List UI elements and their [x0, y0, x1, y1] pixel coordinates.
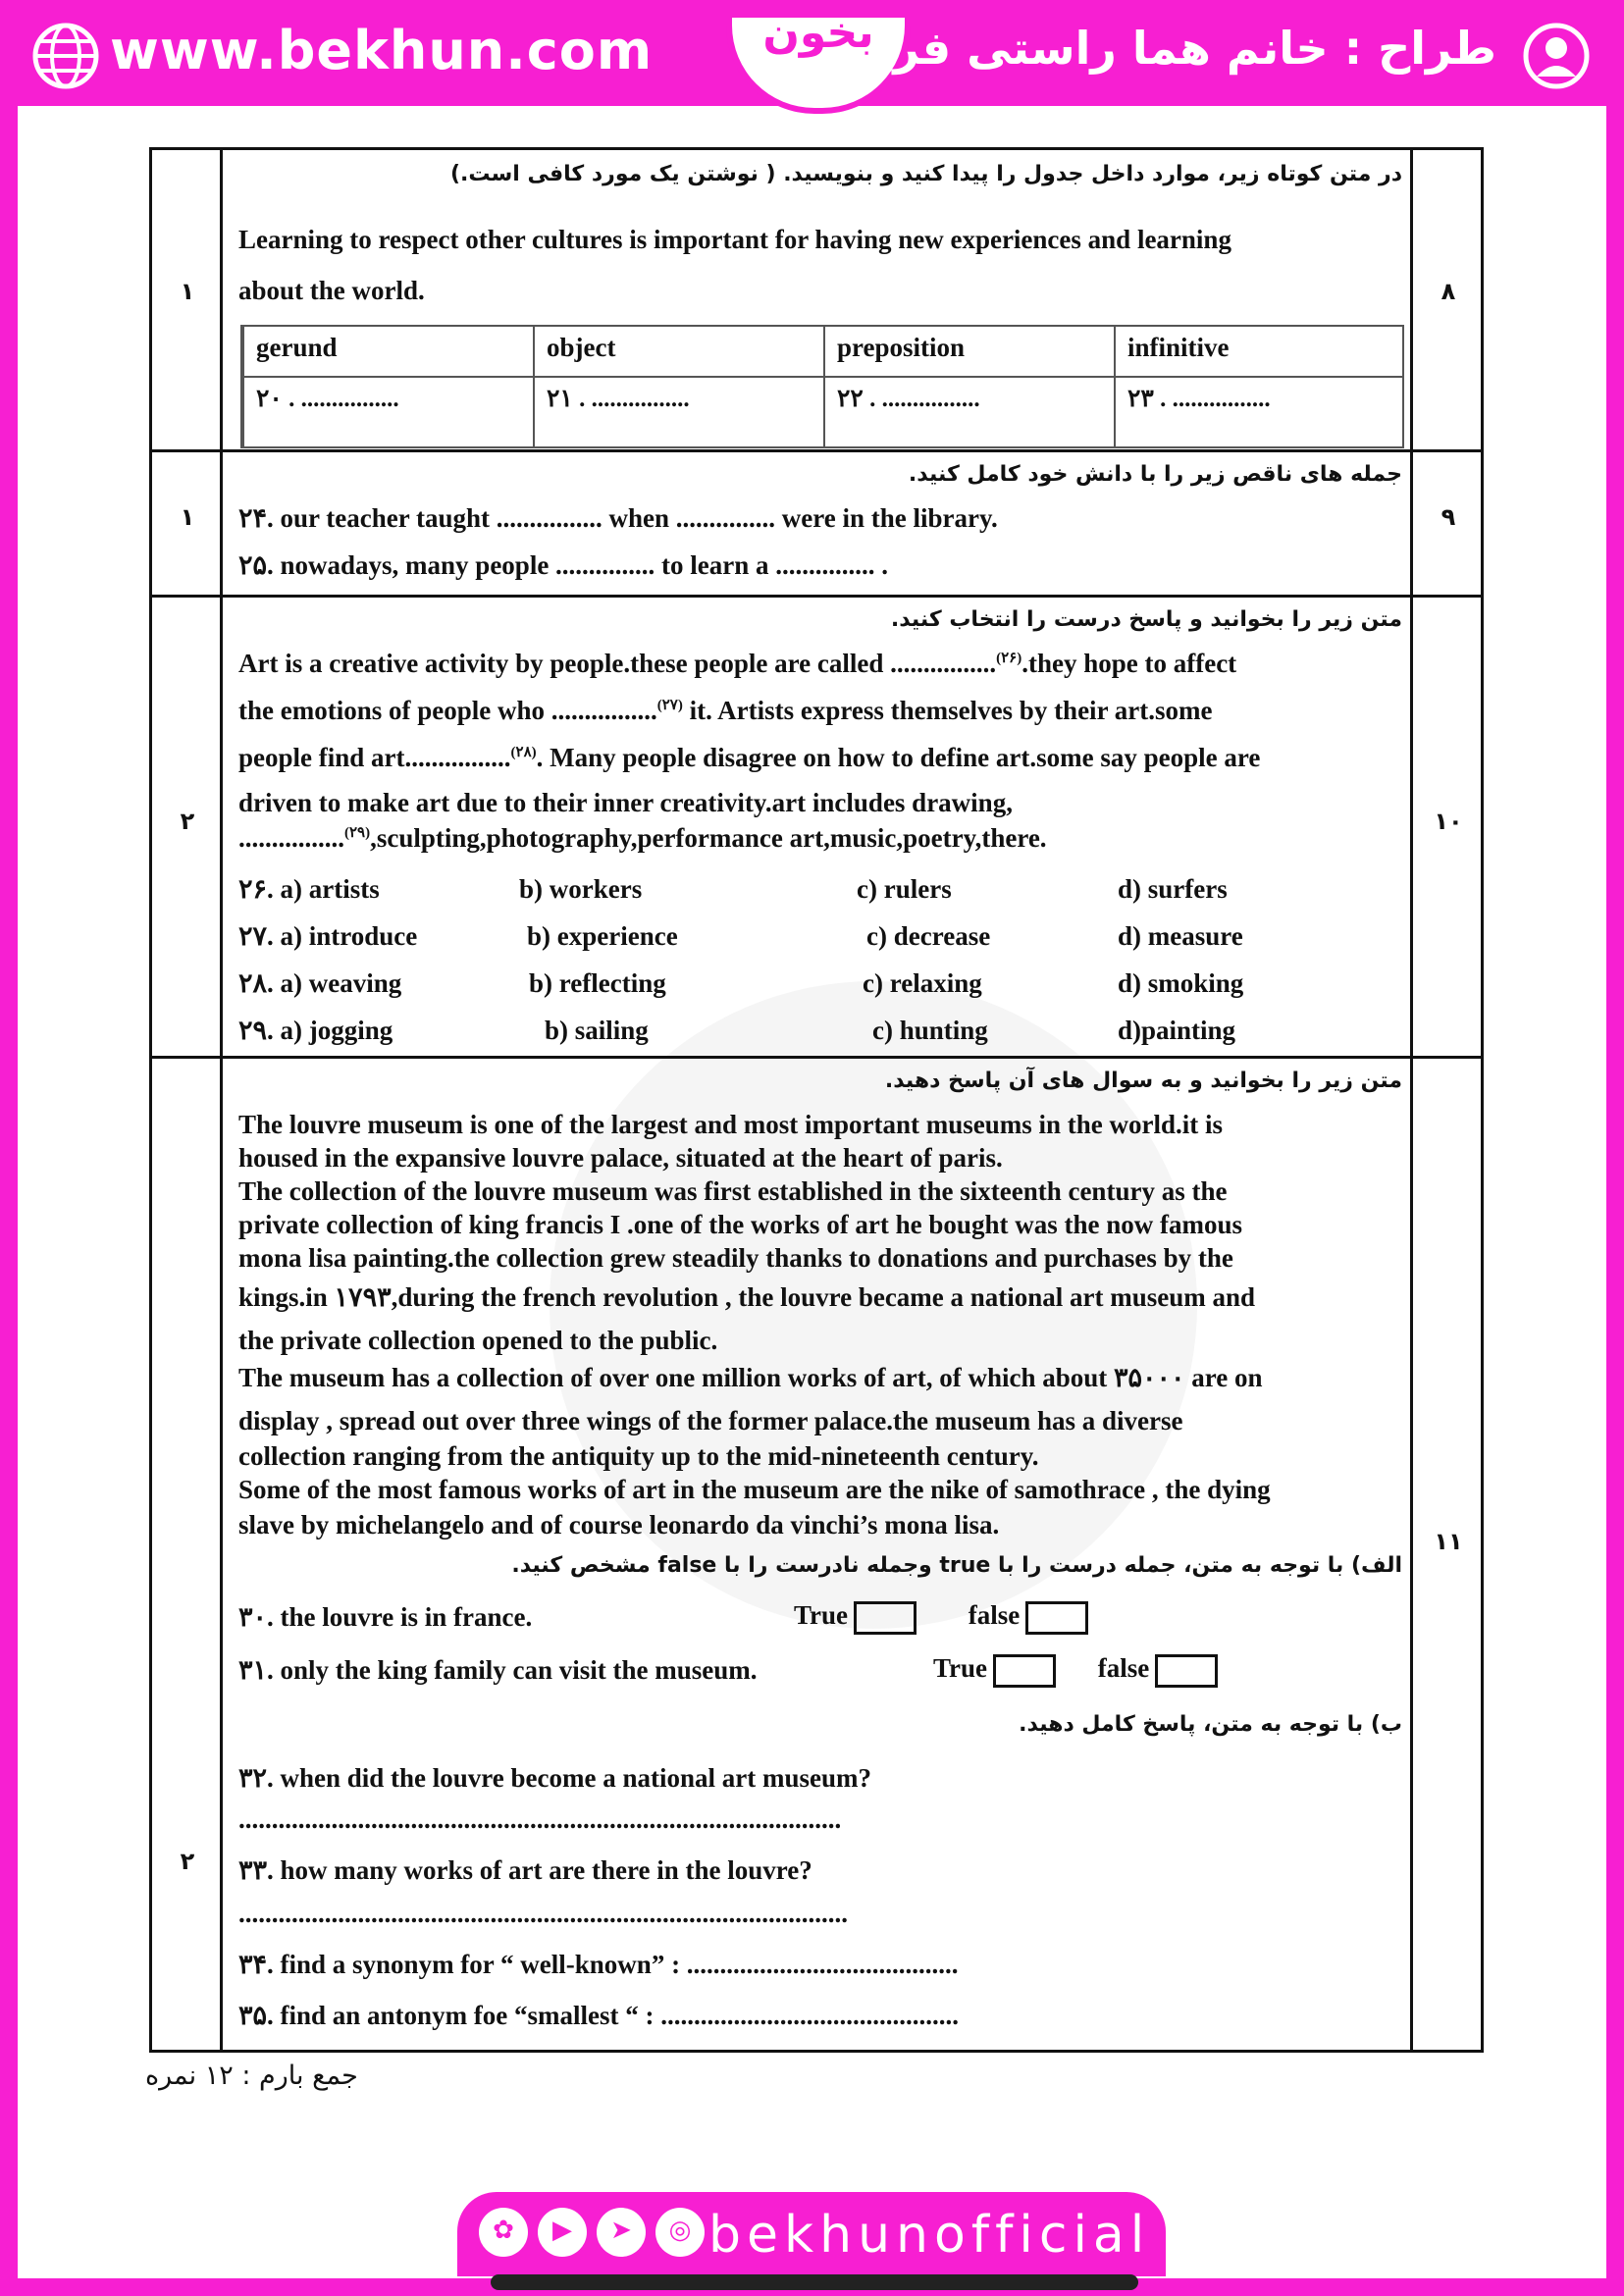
question-row-8: [152, 150, 1481, 452]
option-b[interactable]: b) workers: [519, 874, 643, 904]
option-b[interactable]: b) reflecting: [529, 968, 666, 998]
false-label: false: [968, 1600, 1021, 1630]
table-column: [823, 327, 1114, 446]
question-number: ۹: [1441, 503, 1456, 531]
true-label: True: [933, 1653, 987, 1683]
passage-line: driven to make art due to their inner creativity.art includes drawing,: [238, 788, 1013, 817]
answer-blank[interactable]: ۲۰ . ................: [256, 386, 399, 412]
exam-table: [149, 147, 1484, 2053]
answer-line-32[interactable]: ...........................................................................................: [238, 1804, 842, 1834]
option-b[interactable]: b) experience: [527, 921, 678, 951]
true-label: True: [794, 1600, 848, 1630]
option-d[interactable]: d) surfers: [1118, 874, 1228, 904]
instruction-text: متن زیر را بخوانید و پاسخ درست را انتخاب کنید.: [890, 607, 1402, 632]
passage-line: The louvre museum is one of the largest and most important museums in the world.it is: [238, 1110, 1224, 1139]
question-row-9: [152, 452, 1481, 598]
option-b[interactable]: b) sailing: [545, 1016, 649, 1045]
false-label: false: [1097, 1653, 1150, 1683]
passage-line: collection ranging from the antiquity up to the mid-nineteenth century.: [238, 1441, 1039, 1471]
item-31: ۳۱. only the king family can visit the museum.: [238, 1655, 758, 1685]
table-column: [242, 327, 533, 446]
site-url-link[interactable]: www.bekhun.com: [110, 20, 654, 81]
true-checkbox[interactable]: [993, 1654, 1056, 1688]
passage-line: The museum has a collection of over one million works of art, of which about ۳۵۰۰۰ are on: [238, 1363, 1263, 1392]
option-c[interactable]: c) decrease: [866, 921, 991, 951]
score-value: ۱: [180, 503, 195, 531]
passage-line: private collection of king francis I .one of the works of art he bought was the now famous: [238, 1210, 1242, 1239]
social-icons: [479, 2208, 705, 2261]
item-25[interactable]: ۲۵. nowadays, many people ............... to learn a ............... .: [238, 550, 889, 580]
score-cell: [152, 452, 223, 595]
number-cell: [1410, 452, 1481, 595]
logo-text: بخون: [762, 8, 874, 58]
false-checkbox[interactable]: [1025, 1601, 1088, 1635]
footer-shadow: [491, 2274, 1138, 2290]
aparat-icon[interactable]: ✿: [479, 2208, 528, 2257]
number-cell: [1410, 150, 1481, 449]
part-b-instruction: ب) با توجه به متن، پاسخ کامل دهید.: [1019, 1712, 1402, 1737]
score-cell: [152, 598, 223, 1056]
option-d[interactable]: d) measure: [1118, 921, 1243, 951]
table-header: infinitive: [1127, 333, 1230, 362]
total-score: جمع بارم : ۱۲ نمره: [145, 2061, 358, 2091]
number-cell: [1410, 1059, 1481, 2050]
question-row-10: [152, 598, 1481, 1059]
option-a[interactable]: ۲۶. a) artists: [238, 874, 380, 904]
table-header: object: [547, 333, 616, 362]
word-type-table: [240, 325, 1404, 448]
answer-line-33[interactable]: ............................................................................................: [238, 1899, 848, 1928]
item-30: ۳۰. the louvre is in france.: [238, 1602, 533, 1632]
passage-line: slave by michelangelo and of course leonardo da vinchi’s mona lisa.: [238, 1510, 1000, 1539]
answer-blank[interactable]: ۲۳ . ................: [1127, 386, 1271, 412]
item-35[interactable]: ۳۵. find an antonym foe “smallest “ : .............................................: [238, 2001, 960, 2030]
option-d[interactable]: d) smoking: [1118, 968, 1244, 998]
passage-line: kings.in ۱۷۹۳,during the french revolution , the louvre became a national art museum and: [238, 1282, 1256, 1312]
true-checkbox[interactable]: [854, 1601, 917, 1635]
passage-line: Some of the most famous works of art in the museum are the nike of samothrace , the dying: [238, 1475, 1271, 1504]
question-row-11: [152, 1059, 1481, 2050]
option-a[interactable]: ۲۸. a) weaving: [238, 968, 402, 998]
passage-line: ................$^{(۲۹)}$,sculpting,photography,performance art,music,poetry,there.: [238, 823, 1047, 853]
table-header: preposition: [837, 333, 966, 362]
option-c[interactable]: c) hunting: [872, 1016, 988, 1045]
answer-blank[interactable]: ۲۲ . ................: [837, 386, 980, 412]
option-a[interactable]: ۲۷. a) introduce: [238, 921, 418, 951]
passage-line: the emotions of people who ................$^{(۲۷)}$ it. Artists express themselves by their art.some: [238, 696, 1213, 725]
part-a-instruction: الف) با توجه به متن، جمله درست را با true وجمله نادرست را با false مشخص کنید.: [511, 1553, 1402, 1578]
instruction-text: در متن کوتاه زیر، موارد داخل جدول را پیدا کنید و بنویسید. ( نوشتن یک مورد کافی است.): [449, 162, 1402, 186]
question-number: ۱۱: [1434, 1528, 1463, 1555]
option-c[interactable]: c) relaxing: [863, 968, 982, 998]
false-checkbox[interactable]: [1155, 1654, 1218, 1688]
social-handle[interactable]: bekhunofficial: [708, 2206, 1151, 2265]
question-number: ۸: [1441, 278, 1456, 305]
true-false-30: [794, 1600, 1088, 1635]
telegram-icon[interactable]: ➤: [597, 2208, 646, 2257]
passage-line: people find art................$^{(۲۸)}$. Many people disagree on how to define art.some say people are: [238, 743, 1261, 772]
passage-line: Art is a creative activity by people.these people are called ................$^{(۲۶)}$.they hope to affect: [238, 649, 1237, 678]
item-33: ۳۳. how many works of art are there in the louvre?: [238, 1855, 812, 1885]
table-column: [533, 327, 823, 446]
passage-line: mona lisa painting.the collection grew steadily thanks to donations and purchases by the: [238, 1243, 1233, 1273]
score-value: ۱: [180, 278, 195, 305]
item-24[interactable]: ۲۴. our teacher taught ................ when ............... were in the library.: [238, 503, 998, 533]
score-value: ۲: [180, 808, 195, 835]
sentence-line: about the world.: [238, 276, 425, 305]
instruction-text: جمله های ناقص زیر را با دانش خود کامل کنید.: [908, 462, 1402, 487]
item-32: ۳۲. when did the louvre become a national art museum?: [238, 1763, 872, 1793]
passage-line: The collection of the louvre museum was first established in the sixteenth century as the: [238, 1176, 1228, 1206]
designer-credit: طراح : خانم هما راستی فر: [893, 22, 1496, 75]
number-cell: [1410, 598, 1481, 1056]
sentence-line: Learning to respect other cultures is important for having new experiences and learning: [238, 225, 1231, 254]
item-34[interactable]: ۳۴. find a synonym for “ well-known” : .........................................: [238, 1950, 959, 1979]
score-value: ۲: [180, 1848, 195, 1875]
passage-line: display , spread out over three wings of the former palace.the museum has a diverse: [238, 1406, 1183, 1435]
true-false-31: [933, 1653, 1218, 1688]
option-c[interactable]: c) rulers: [857, 874, 952, 904]
score-cell: [152, 1059, 223, 2050]
table-column: [1114, 327, 1404, 446]
score-cell: [152, 150, 223, 449]
footer-bar: [457, 2192, 1166, 2276]
option-d[interactable]: d)painting: [1118, 1016, 1236, 1045]
answer-blank[interactable]: ۲۱ . ................: [547, 386, 690, 412]
passage-line: housed in the expansive louvre palace, situated at the heart of paris.: [238, 1143, 1003, 1173]
instruction-text: متن زیر را بخوانید و به سوال های آن پاسخ دهید.: [884, 1069, 1402, 1093]
question-number: ۱۰: [1434, 808, 1463, 835]
table-header: gerund: [256, 333, 338, 362]
youtube-icon[interactable]: ▶: [538, 2208, 587, 2257]
passage-line: the private collection opened to the public.: [238, 1326, 718, 1355]
instagram-icon[interactable]: ◎: [655, 2208, 705, 2257]
option-a[interactable]: ۲۹. a) jogging: [238, 1016, 393, 1045]
